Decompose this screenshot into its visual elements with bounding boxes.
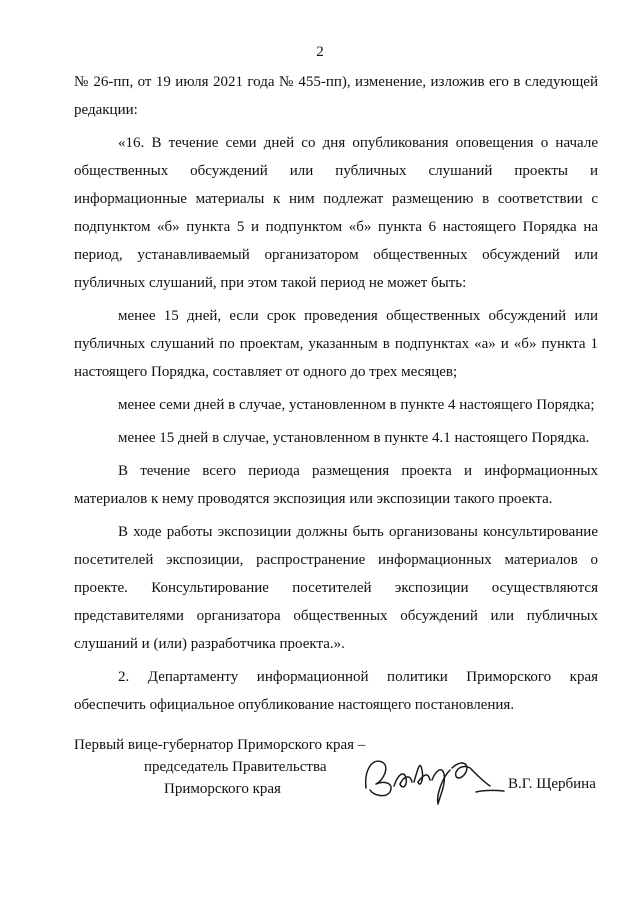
signer-name: В.Г. Щербина (508, 776, 596, 792)
paragraph-continuation: № 26-пп, от 19 июля 2021 года № 455-пп), изменение, изложив его в следующей редакции: (74, 74, 598, 118)
handwritten-signature (358, 740, 506, 810)
paragraph-15-days-4-1: менее 15 дней в случае, установленном в пункте 4.1 настоящего Порядка. (118, 430, 590, 446)
paragraph-7-days-condition: менее семи дней в случае, установленном в пункте 4 настоящего Порядка; (118, 397, 595, 413)
signature-position (74, 734, 365, 800)
paragraph-exposition-period: В течение всего периода размещения проекта и информационных материалов к нему проводятся экспозиция или экспозиции такого проекта. (74, 463, 598, 507)
page-number: 2 (316, 44, 324, 60)
paragraph-15-days-condition: менее 15 дней, если срок проведения общественных обсуждений или публичных слушаний по проектам, указанным в подпунктах «а» и «б» пункта 1 настоящего Порядка, составляет от одного до трех месяцев; (74, 308, 598, 380)
position-line-2: председатель Правительства (144, 759, 327, 775)
position-line-3: Приморского края (164, 781, 281, 797)
document-body (74, 68, 598, 719)
position-line-1: Первый вице-губернатор Приморского края – (74, 737, 366, 753)
paragraph-consulting: В ходе работы экспозиции должны быть организованы консультирование посетителей экспозиции, распространение информационных материалов о проекте. Консультирование посетителей экспозиции осуществляются представителями организатора общественных обсуждений или публичных слушаний и (или) разработчика проекта.». (74, 524, 598, 652)
paragraph-clause-16: «16. В течение семи дней со дня опубликования оповещения о начале общественных обсуждений или публичных слушаний проекты и информационные материалы к ним подлежат размещению в соответствии с подпунктом «б» пункта 5 и подпунктом «б» пункта 6 настоящего Порядка на период, устанавливаемый организатором общественных обсуждений или публичных слушаний, при этом такой период не может быть: (74, 135, 598, 291)
paragraph-publication: 2. Департаменту информационной политики Приморского края обеспечить официальное опубликование настоящего постановления. (74, 669, 598, 713)
